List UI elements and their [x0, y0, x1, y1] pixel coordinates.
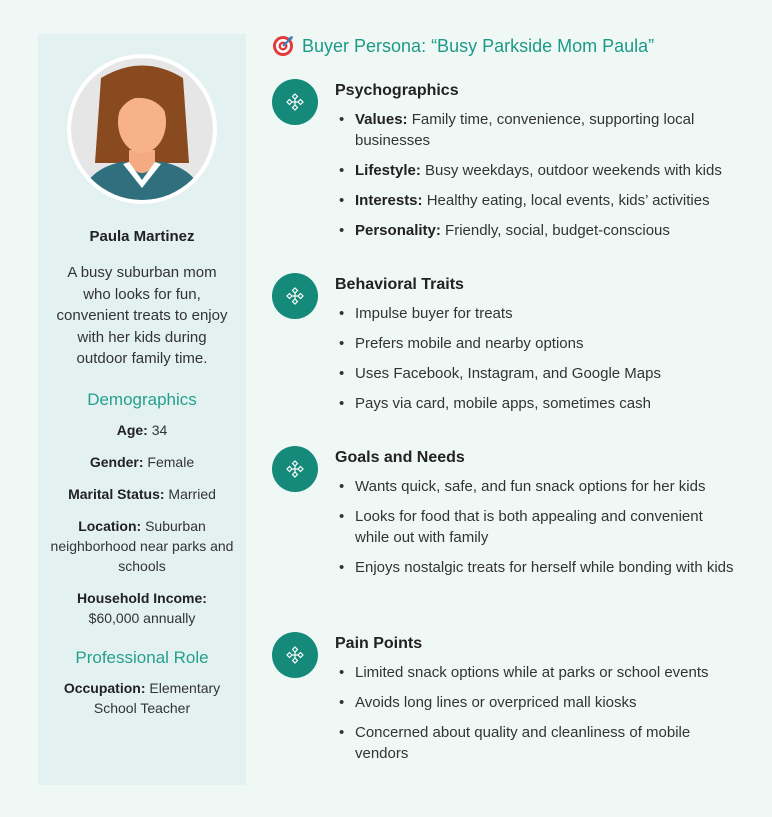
list-item: • Enjoys nostalgic treats for herself while bonding with kids — [335, 557, 735, 578]
diamond-network-icon — [272, 79, 318, 125]
list-item: • Avoids long lines or overpriced mall kiosks — [335, 692, 735, 713]
persona-name: Paula Martinez — [89, 228, 195, 245]
profile-sidebar — [38, 34, 246, 785]
demographic-marital-status: Marital Status: Married — [68, 485, 216, 502]
section-list — [335, 303, 735, 423]
diamond-network-icon — [272, 632, 318, 678]
section-heading: Behavioral Traits — [335, 276, 464, 293]
list-item: • Wants quick, safe, and fun snack options for her kids — [335, 476, 735, 497]
persona-main — [272, 34, 752, 58]
target-icon — [272, 35, 294, 57]
demographic-age: Age: 34 — [116, 421, 168, 438]
section-list — [335, 109, 735, 250]
list-item: • Personality: Friendly, social, budget-conscious — [335, 220, 735, 241]
diamond-network-icon — [272, 273, 318, 319]
list-item: • Values: Family time, convenience, supporting local businesses — [335, 109, 735, 151]
page-title — [272, 34, 752, 58]
demographic-household-income: Household Income: $60,000 annually — [77, 589, 207, 626]
list-item: • Limited snack options while at parks or school events — [335, 662, 735, 683]
list-item: • Interests: Healthy eating, local events, kids’ activities — [335, 190, 735, 211]
list-item: • Looks for food that is both appealing and convenient while out with family — [335, 506, 735, 548]
list-item: • Pays via card, mobile apps, sometimes cash — [335, 393, 735, 414]
list-item: • Prefers mobile and nearby options — [335, 333, 735, 354]
demographic-gender: Gender: Female — [89, 453, 195, 470]
list-item: • Concerned about quality and cleanliness of mobile vendors — [335, 722, 735, 764]
section-heading: Psychographics — [335, 82, 459, 99]
woman-avatar-icon — [71, 58, 213, 200]
diamond-network-icon — [272, 446, 318, 492]
list-item: • Uses Facebook, Instagram, and Google Maps — [335, 363, 735, 384]
demographics-heading: Demographics — [87, 389, 197, 409]
section-list — [335, 476, 735, 587]
section-heading: Pain Points — [335, 635, 423, 652]
page-title-text: Buyer Persona: “Busy Parkside Mom Paula” — [302, 35, 655, 56]
professional-occupation: Occupation: Elementary School Teacher — [63, 679, 221, 716]
avatar — [67, 54, 217, 204]
demographic-location: Location: Suburban neighborhood near parks and schools — [50, 517, 234, 574]
list-item: • Impulse buyer for treats — [335, 303, 735, 324]
list-item: • Lifestyle: Busy weekdays, outdoor weekends with kids — [335, 160, 735, 181]
section-list — [335, 662, 735, 773]
professional-role-heading: Professional Role — [75, 647, 209, 667]
section-heading: Goals and Needs — [335, 449, 465, 466]
persona-bio: A busy suburban mom who looks for fun, convenient treats to enjoy with her kids during outdoor family time. — [56, 264, 228, 367]
